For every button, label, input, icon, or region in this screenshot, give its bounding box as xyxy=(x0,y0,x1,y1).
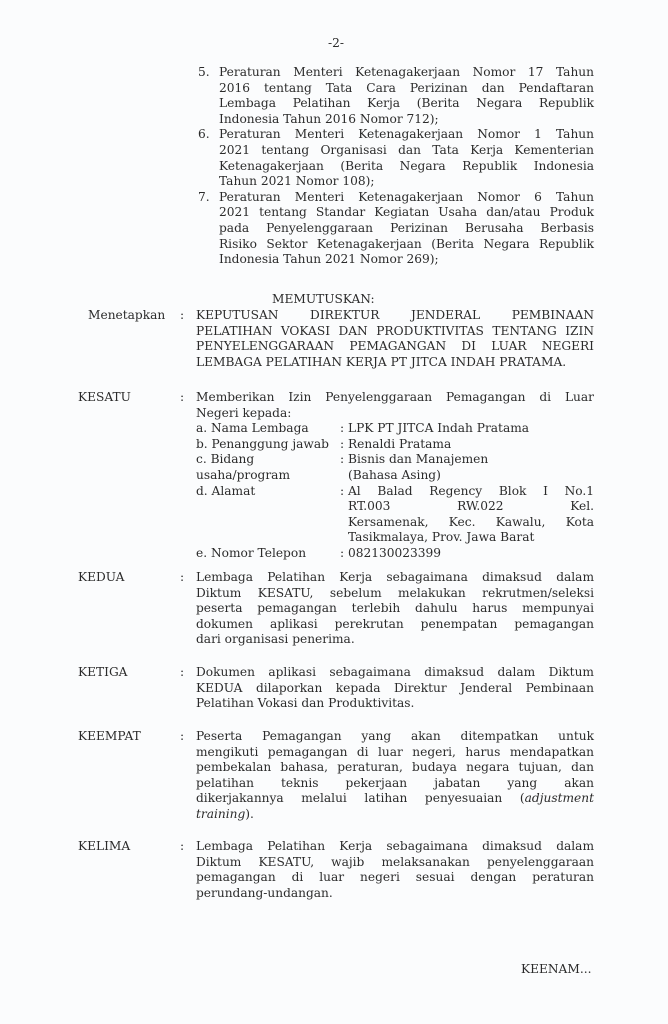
field-value: (Bahasa Asing) xyxy=(348,467,441,482)
section-line: PENYELENGGARAAN PEMAGANGAN DI LUAR NEGERI xyxy=(196,339,594,354)
section-label: KEEMPAT xyxy=(78,729,141,743)
section-colon: : xyxy=(180,570,185,584)
item-line: Risiko Sektor Ketenagakerjaan (Berita Negara Republik xyxy=(219,236,594,251)
section-keempat xyxy=(78,729,594,823)
section-line: pembekalan bahasa, peraturan, budaya negara tujuan, dan xyxy=(196,760,594,775)
section-line: Diktum KESATU, sebelum melakukan rekrutmen/seleksi xyxy=(196,585,594,600)
item-number: 7. xyxy=(198,189,210,204)
field-bidang-usaha xyxy=(196,452,594,483)
section-line: Memberikan Izin Penyelenggaraan Pemagangan di Luar xyxy=(196,390,594,404)
field-value: Bisnis dan Manajemen xyxy=(348,452,489,467)
section-line: Dokumen aplikasi sebagaimana dimaksud dalam Diktum xyxy=(196,665,594,679)
item-line: Peraturan Menteri Ketenagakerjaan Nomor 6 Tahun xyxy=(219,189,594,204)
item-line: Peraturan Menteri Ketenagakerjaan Nomor 17 Tahun xyxy=(219,65,594,79)
field-colon: : xyxy=(340,421,345,436)
item-line: 2016 tentang Tata Cara Perizinan dan Pendaftaran xyxy=(219,80,594,95)
line-text: dikerjakannya melalui latihan penyesuaian ( xyxy=(196,791,525,806)
section-menetapkan xyxy=(88,308,594,370)
item-line: Lembaga Pelatihan Kerja (Berita Negara Republik xyxy=(219,96,594,111)
field-colon: : xyxy=(340,483,345,498)
field-value: Renaldi Pratama xyxy=(348,436,452,451)
section-colon: : xyxy=(180,390,185,404)
section-kesatu xyxy=(78,390,594,562)
list-item xyxy=(198,127,594,189)
section-line xyxy=(196,807,594,823)
item-line: Tahun 2021 Nomor 108); xyxy=(219,174,375,189)
section-label: KESATU xyxy=(78,390,131,404)
item-line: Peraturan Menteri Ketenagakerjaan Nomor 1 Tahun xyxy=(219,127,594,142)
field-nama-lembaga xyxy=(196,421,594,437)
field-value: RT.003 RW.022 Kel. xyxy=(348,499,594,514)
section-ketiga xyxy=(78,665,594,712)
next-page-catchword: KEENAM... xyxy=(521,962,592,976)
section-line xyxy=(196,791,594,807)
italic-term: adjustment xyxy=(524,791,594,806)
section-line: KEDUA dilaporkan kepada Direktur Jenderal Pembinaan xyxy=(196,680,594,695)
field-value: Kersamenak, Kec. Kawalu, Kota xyxy=(348,514,594,529)
section-line: perundang-undangan. xyxy=(196,885,333,900)
italic-term: training xyxy=(196,806,246,821)
section-line: Lembaga Pelatihan Kerja sebagaimana dimaksud dalam xyxy=(196,839,594,853)
item-line: Indonesia Tahun 2021 Nomor 269); xyxy=(219,252,439,267)
section-colon: : xyxy=(180,729,185,743)
field-key: b. Penanggung jawab xyxy=(196,436,329,451)
field-key: a. Nama Lembaga xyxy=(196,421,309,436)
field-value: LPK PT JITCA Indah Pratama xyxy=(348,421,530,436)
item-line: pada Penyelenggaraan Perizinan Berusaha Berbasis xyxy=(219,220,594,235)
list-item xyxy=(198,65,594,127)
section-kelima xyxy=(78,839,594,901)
section-line: dari organisasi penerima. xyxy=(196,632,355,647)
section-line: dokumen aplikasi perekrutan penempatan pemagangan xyxy=(196,616,594,631)
list-item xyxy=(198,190,594,268)
section-line: pelatihan teknis pekerjaan jabatan yang akan xyxy=(196,775,594,790)
field-value: 082130023399 xyxy=(348,545,442,560)
page-number: -2- xyxy=(328,36,344,50)
section-line: Peserta Pemagangan yang akan ditempatkan untuk xyxy=(196,729,594,743)
section-line: LEMBAGA PELATIHAN KERJA PT JITCA INDAH PRATAMA. xyxy=(196,354,567,369)
section-label: KETIGA xyxy=(78,665,128,679)
field-colon: : xyxy=(340,452,345,467)
item-number: 6. xyxy=(198,127,210,142)
section-colon: : xyxy=(180,839,185,853)
section-line: PELATIHAN VOKASI DAN PRODUKTIVITAS TENTANG IZIN xyxy=(196,323,594,338)
field-key: c. Bidang usaha/program xyxy=(196,452,291,482)
field-alamat xyxy=(196,484,594,546)
section-colon: : xyxy=(180,665,185,679)
field-value: Tasikmalaya, Prov. Jawa Barat xyxy=(348,530,535,545)
field-value: Al Balad Regency Blok I No.1 xyxy=(348,483,594,498)
item-line: 2021 tentang Organisasi dan Tata Kerja Kementerian xyxy=(219,142,594,157)
section-line: pemagangan di luar negeri sesuai dengan peraturan xyxy=(196,870,594,885)
section-line: Negeri kepada: xyxy=(196,405,292,420)
field-colon: : xyxy=(340,436,345,451)
field-penanggung-jawab xyxy=(196,437,594,453)
section-label: Menetapkan xyxy=(88,308,166,322)
section-label: KEDUA xyxy=(78,570,125,584)
section-kedua xyxy=(78,570,594,648)
field-key: d. Alamat xyxy=(196,483,256,498)
section-colon: : xyxy=(180,308,185,322)
item-number: 5. xyxy=(198,65,210,79)
field-key: e. Nomor Telepon xyxy=(196,545,307,560)
field-colon: : xyxy=(340,545,345,560)
section-line: mengikuti pemagangan di luar negeri, harus mendapatkan xyxy=(196,744,594,759)
section-line: KEPUTUSAN DIREKTUR JENDERAL PEMBINAAN xyxy=(196,308,594,322)
field-nomor-telepon xyxy=(196,546,594,562)
memutuskan-heading: MEMUTUSKAN: xyxy=(272,292,375,306)
item-line: 2021 tentang Standar Kegiatan Usaha dan/atau Produk xyxy=(219,205,594,220)
section-line: Diktum KESATU, wajib melaksanakan penyelenggaraan xyxy=(196,854,594,869)
section-line: Lembaga Pelatihan Kerja sebagaimana dimaksud dalam xyxy=(196,570,594,584)
item-line: Indonesia Tahun 2016 Nomor 712); xyxy=(219,111,439,126)
section-label: KELIMA xyxy=(78,839,131,853)
item-line: Ketenagakerjaan (Berita Negara Republik Indonesia xyxy=(219,158,594,173)
section-line: peserta pemagangan terlebih dahulu harus mempunyai xyxy=(196,601,594,616)
line-text: ). xyxy=(245,806,254,821)
considerations-list xyxy=(198,65,594,268)
section-line: Pelatihan Vokasi dan Produktivitas. xyxy=(196,696,415,711)
